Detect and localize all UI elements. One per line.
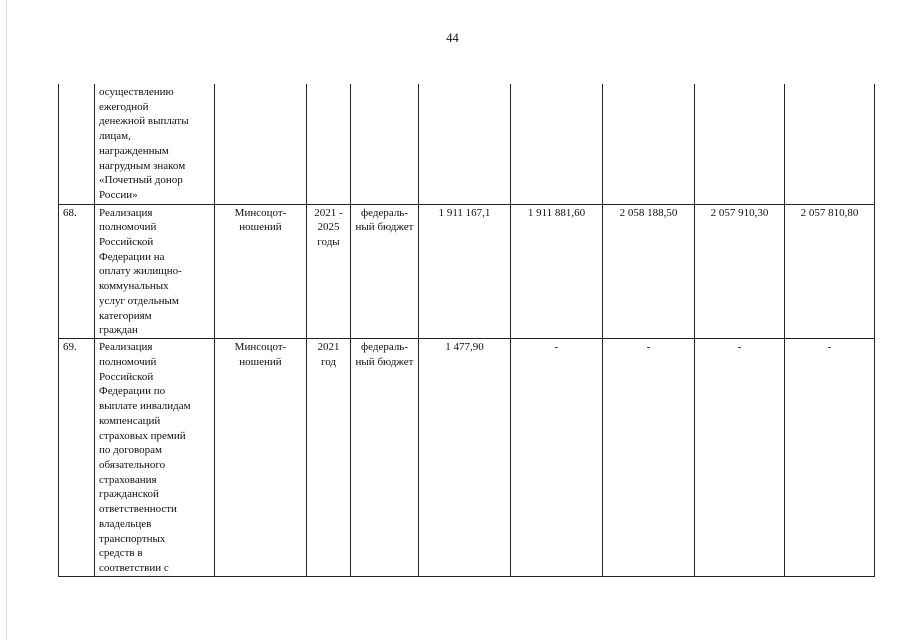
desc-line: лицам, [99,130,131,143]
row-value-4: - [695,339,785,577]
desc-line: нагрудным знаком [99,159,186,172]
desc-line: гражданской [99,488,159,501]
row-number [59,84,95,204]
desc-line: денежной выплаты [99,115,189,128]
row-description [95,84,215,204]
desc-line: компенсаций [99,414,161,427]
desc-line: ежегодной [99,100,149,113]
desc-line: категориям [99,309,152,322]
row-executor [215,84,307,204]
desc-line: Реализация [99,206,153,219]
desc-line: средств в [99,547,143,560]
desc-line: полномочий [99,221,157,234]
table-row [59,204,875,339]
desc-line: страховых премий [99,429,186,442]
row-executor: Минсоцот-ношений [215,204,307,339]
row-source: федераль-ный бюджет [351,204,419,339]
row-description [95,204,215,339]
row-number: 68. [59,204,95,339]
row-value-3: - [603,339,695,577]
row-period: 2021 год [307,339,351,577]
page-edge-line [6,0,7,640]
row-value-5 [785,84,875,204]
desc-line: услуг отдельным [99,294,179,307]
desc-line: коммунальных [99,280,169,293]
desc-line: обязательного [99,458,166,471]
row-number: 69. [59,339,95,577]
desc-line: по договорам [99,444,162,457]
desc-line: оплату жилищно- [99,265,182,278]
desc-line: Российской [99,370,154,383]
desc-line: транспортных [99,532,166,545]
row-value-2: - [511,339,603,577]
row-value-3 [603,84,695,204]
row-value-1: 1 477,90 [419,339,511,577]
table-row [59,339,875,577]
row-value-5: 2 057 810,80 [785,204,875,339]
desc-line: выплате инвалидам [99,400,191,413]
program-table [58,84,875,577]
desc-line: России» [99,189,138,202]
row-description [95,339,215,577]
desc-line: владельцев [99,517,152,530]
row-source [351,84,419,204]
desc-line: осуществлению [99,86,174,98]
table-row [59,84,875,204]
desc-line: «Почетный донор [99,174,183,187]
row-value-4 [695,84,785,204]
row-value-3: 2 058 188,50 [603,204,695,339]
row-value-4: 2 057 910,30 [695,204,785,339]
desc-line: Российской [99,235,154,248]
desc-line: Федерации по [99,385,166,398]
desc-line: Реализация [99,341,153,354]
desc-line: ответственности [99,503,177,516]
desc-line: страхования [99,473,157,486]
row-period [307,84,351,204]
desc-line: соответствии с [99,562,169,575]
desc-line: граждан [99,324,138,337]
row-value-2: 1 911 881,60 [511,204,603,339]
row-period: 2021 - 2025 годы [307,204,351,339]
desc-line: Федерации на [99,250,165,263]
desc-line: награжденным [99,144,169,157]
row-source: федераль-ный бюджет [351,339,419,577]
row-value-1 [419,84,511,204]
desc-line: полномочий [99,355,157,368]
row-executor: Минсоцот-ношений [215,339,307,577]
row-value-5: - [785,339,875,577]
row-value-1: 1 911 167,1 [419,204,511,339]
row-value-2 [511,84,603,204]
page-number: 44 [446,31,459,45]
